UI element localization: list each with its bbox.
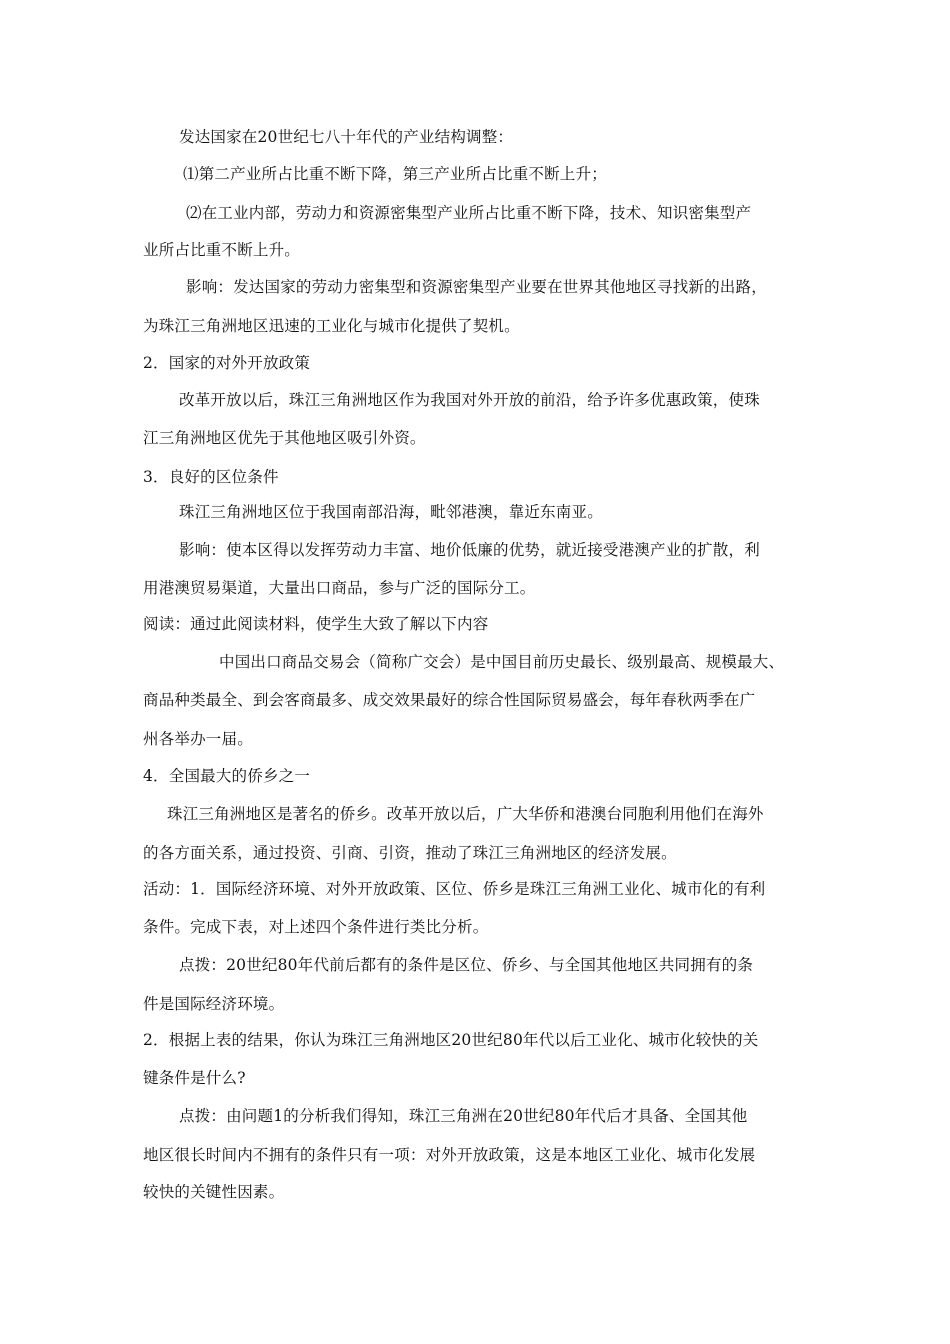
text-line: 影响：发达国家的劳动力密集型和资源密集型产业要在世界其他地区寻找新的出路， bbox=[186, 278, 767, 296]
text-line: 影响：使本区得以发挥劳动力丰富、地价低廉的优势，就近接受港澳产业的扩散，利 bbox=[179, 541, 760, 559]
text-line: 件是国际经济环境。 bbox=[143, 995, 285, 1013]
text-line: 的各方面关系，通过投资、引商、引资，推动了珠江三角洲地区的经济发展。 bbox=[143, 844, 677, 862]
text-line: 较快的关键性因素。 bbox=[143, 1183, 285, 1201]
section-heading: 3．良好的区位条件 bbox=[143, 468, 279, 486]
text-line: 用港澳贸易渠道，大量出口商品，参与广泛的国际分工。 bbox=[143, 579, 536, 597]
text-line: 点拨：20世纪80年代前后都有的条件是区位、侨乡、与全国其他地区共同拥有的条 bbox=[179, 956, 754, 974]
text-line: 点拨：由问题1的分析我们得知，珠江三角洲在20世纪80年代后才具备、全国其他 bbox=[179, 1107, 748, 1125]
text-line: 为珠江三角洲地区迅速的工业化与城市化提供了契机。 bbox=[143, 317, 520, 335]
text-line: 珠江三角洲地区是著名的侨乡。改革开放以后，广大华侨和港澳台同胞利用他们在海外 bbox=[167, 805, 764, 823]
text-line: 业所占比重不断上升。 bbox=[143, 241, 301, 259]
section-heading: 4．全国最大的侨乡之一 bbox=[143, 767, 311, 785]
text-line: ⑵在工业内部，劳动力和资源密集型产业所占比重不断下降，技术、知识密集型产 bbox=[186, 204, 752, 222]
text-line: 江三角洲地区优先于其他地区吸引外资。 bbox=[143, 429, 426, 447]
text-line: 中国出口商品交易会（简称广交会）是中国目前历史最长、级别最高、规模最大、 bbox=[219, 653, 785, 671]
text-line: 键条件是什么? bbox=[143, 1069, 246, 1087]
text-line: 珠江三角洲地区位于我国南部沿海，毗邻港澳，靠近东南亚。 bbox=[179, 503, 603, 521]
text-line: 地区很长时间内不拥有的条件只有一项：对外开放政策，这是本地区工业化、城市化发展 bbox=[143, 1146, 756, 1164]
text-line: ⑴第二产业所占比重不断下降，第三产业所占比重不断上升； bbox=[183, 165, 607, 183]
activity-heading: 活动：1．国际经济环境、对外开放政策、区位、侨乡是珠江三角洲工业化、城市化的有利 bbox=[143, 880, 766, 898]
section-heading: 2．国家的对外开放政策 bbox=[143, 354, 311, 372]
text-line: 州各举办一届。 bbox=[143, 730, 253, 748]
text-line: 改革开放以后，珠江三角洲地区作为我国对外开放的前沿，给予许多优惠政策，使珠 bbox=[179, 391, 760, 409]
text-line: 条件。完成下表，对上述四个条件进行类比分析。 bbox=[143, 918, 489, 936]
text-line: 商品种类最全、到会客商最多、成交效果最好的综合性国际贸易盛会，每年春秋两季在广 bbox=[143, 691, 756, 709]
text-line: 发达国家在20世纪七八十年代的产业结构调整： bbox=[179, 128, 514, 146]
text-line: 2．根据上表的结果，你认为珠江三角洲地区20世纪80年代以后工业化、城市化较快的关 bbox=[143, 1031, 759, 1049]
reading-heading: 阅读：通过此阅读材料，使学生大致了解以下内容 bbox=[143, 615, 489, 633]
